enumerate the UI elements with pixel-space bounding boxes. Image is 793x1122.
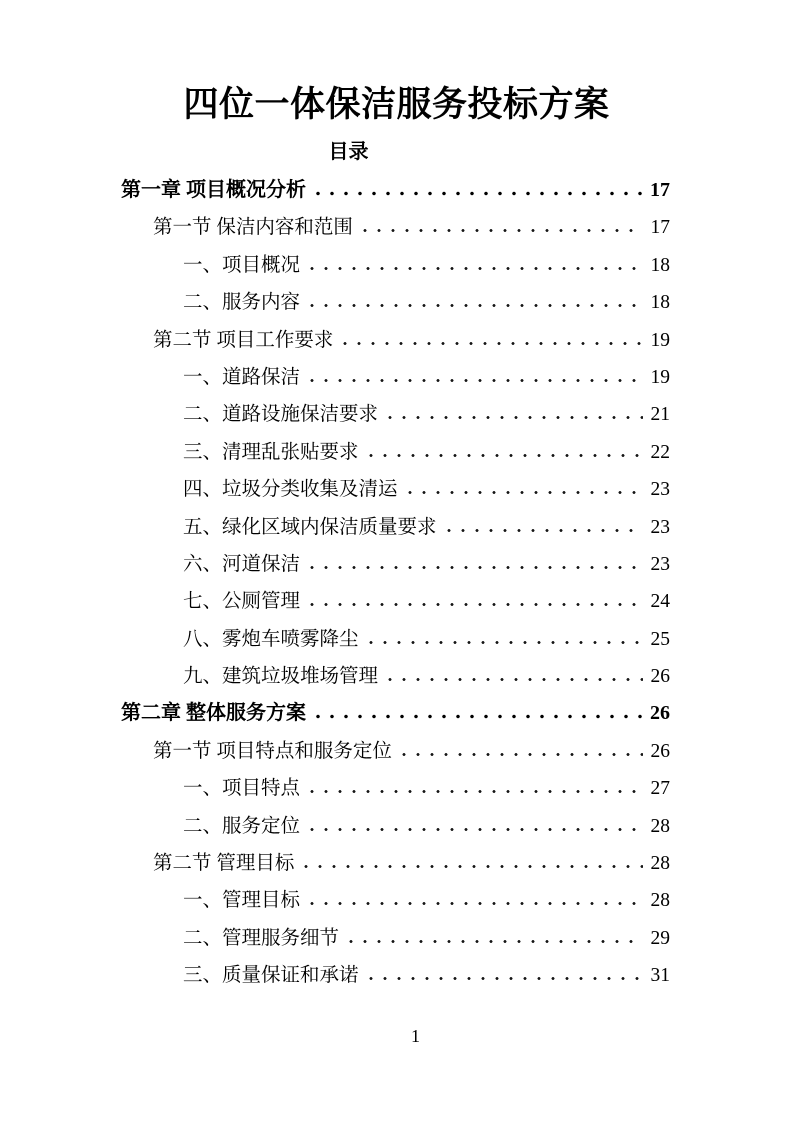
toc-entry-page: 19 (650, 366, 670, 388)
toc-entry-page: 22 (650, 441, 670, 463)
dot-leader-icon (310, 901, 642, 906)
toc-entry-label: 一、道路保洁 (183, 366, 301, 388)
toc-entry-label: 二、管理服务细节 (183, 927, 340, 949)
toc-entry[interactable] (121, 471, 670, 508)
toc-entry-label: 第一章 项目概况分析 (121, 179, 306, 201)
dot-leader-icon (310, 565, 642, 570)
dot-leader-icon (363, 228, 643, 233)
toc-entry[interactable] (121, 322, 670, 359)
toc-entry-page: 17 (650, 179, 670, 201)
dot-leader-icon (388, 415, 642, 420)
toc-entry[interactable] (121, 509, 670, 546)
toc-entry-label: 三、质量保证和承诺 (183, 965, 359, 987)
toc-entry-page: 25 (650, 628, 670, 650)
toc-entry-page: 18 (650, 292, 670, 314)
toc-entry-label: 五、绿化区域内保洁质量要求 (183, 516, 437, 538)
dot-leader-icon (310, 602, 642, 607)
toc-entry[interactable] (121, 882, 670, 919)
toc-entry-label: 四、垃圾分类收集及清运 (183, 479, 398, 501)
toc-entry-page: 19 (650, 329, 670, 351)
toc-entry-label: 六、河道保洁 (183, 553, 301, 575)
toc-heading: 目录 (328, 141, 369, 163)
toc-entry-page: 27 (650, 778, 670, 800)
toc-entry-label: 二、服务定位 (183, 815, 301, 837)
toc-entry[interactable] (121, 920, 670, 957)
dot-leader-icon (388, 677, 642, 682)
toc-entry-page: 24 (650, 591, 670, 613)
toc-entry-label: 第二章 整体服务方案 (121, 702, 306, 725)
toc-entry[interactable] (121, 957, 670, 994)
toc-entry[interactable] (121, 359, 670, 396)
toc-entry-page: 29 (650, 927, 670, 949)
toc-entry[interactable] (121, 172, 670, 209)
toc-entry-page: 31 (650, 965, 670, 987)
toc-entry[interactable] (121, 396, 670, 433)
dot-leader-icon (310, 303, 642, 308)
toc-entry-label: 一、管理目标 (183, 890, 301, 912)
toc-entry[interactable] (121, 434, 670, 471)
toc-entry-label: 七、公厕管理 (183, 591, 301, 613)
toc-entry[interactable] (121, 770, 670, 807)
toc-entry-label: 第一节 保洁内容和范围 (153, 217, 353, 239)
dot-leader-icon (402, 752, 643, 757)
dot-leader-icon (447, 528, 643, 533)
toc-entry[interactable] (121, 845, 670, 882)
toc-entry-page: 26 (650, 702, 670, 725)
toc-entry-page: 28 (650, 853, 670, 875)
toc-entry-page: 17 (650, 217, 670, 239)
toc-entry-label: 三、清理乱张贴要求 (183, 441, 359, 463)
dot-leader-icon (310, 789, 642, 794)
dot-leader-icon (369, 640, 643, 645)
toc-entry-label: 一、项目概况 (183, 254, 301, 276)
document-title: 四位一体保洁服务投标方案 (183, 85, 610, 124)
toc-entry[interactable] (121, 733, 670, 770)
toc-entry-label: 二、道路设施保洁要求 (183, 404, 379, 426)
toc-entry[interactable] (121, 808, 670, 845)
toc-entry[interactable] (121, 546, 670, 583)
dot-leader-icon (408, 490, 643, 495)
toc-entry-page: 28 (650, 815, 670, 837)
dot-leader-icon (310, 827, 642, 832)
toc-entry[interactable] (121, 583, 670, 620)
toc-list (121, 172, 670, 995)
dot-leader-icon (369, 453, 643, 458)
dot-leader-icon (310, 266, 642, 271)
toc-entry-page: 26 (650, 666, 670, 688)
page-number: 1 (411, 1026, 420, 1046)
toc-entry-label: 八、雾炮车喷雾降尘 (183, 628, 359, 650)
dot-leader-icon (304, 864, 642, 869)
toc-entry-page: 23 (650, 516, 670, 538)
toc-entry-page: 18 (650, 254, 670, 276)
dot-leader-icon (343, 341, 642, 346)
toc-entry-page: 26 (650, 740, 670, 762)
toc-entry[interactable] (121, 284, 670, 321)
toc-entry-label: 第二节 项目工作要求 (153, 329, 334, 351)
toc-entry[interactable] (121, 658, 670, 695)
dot-leader-icon (349, 939, 642, 944)
toc-entry-page: 23 (650, 553, 670, 575)
toc-entry-label: 第二节 管理目标 (153, 853, 295, 875)
toc-entry-page: 23 (650, 479, 670, 501)
toc-entry-label: 九、建筑垃圾堆场管理 (183, 666, 379, 688)
toc-entry-page: 28 (650, 890, 670, 912)
toc-entry-page: 21 (650, 404, 670, 426)
toc-entry[interactable] (121, 621, 670, 658)
toc-entry-label: 一、项目特点 (183, 778, 301, 800)
toc-entry[interactable] (121, 209, 670, 246)
dot-leader-icon (310, 378, 642, 383)
toc-entry-label: 第一节 项目特点和服务定位 (153, 740, 392, 762)
toc-entry[interactable] (121, 695, 670, 732)
dot-leader-icon (316, 191, 642, 196)
dot-leader-icon (369, 976, 643, 981)
toc-entry[interactable] (121, 247, 670, 284)
toc-entry-label: 二、服务内容 (183, 292, 301, 314)
dot-leader-icon (316, 714, 642, 719)
